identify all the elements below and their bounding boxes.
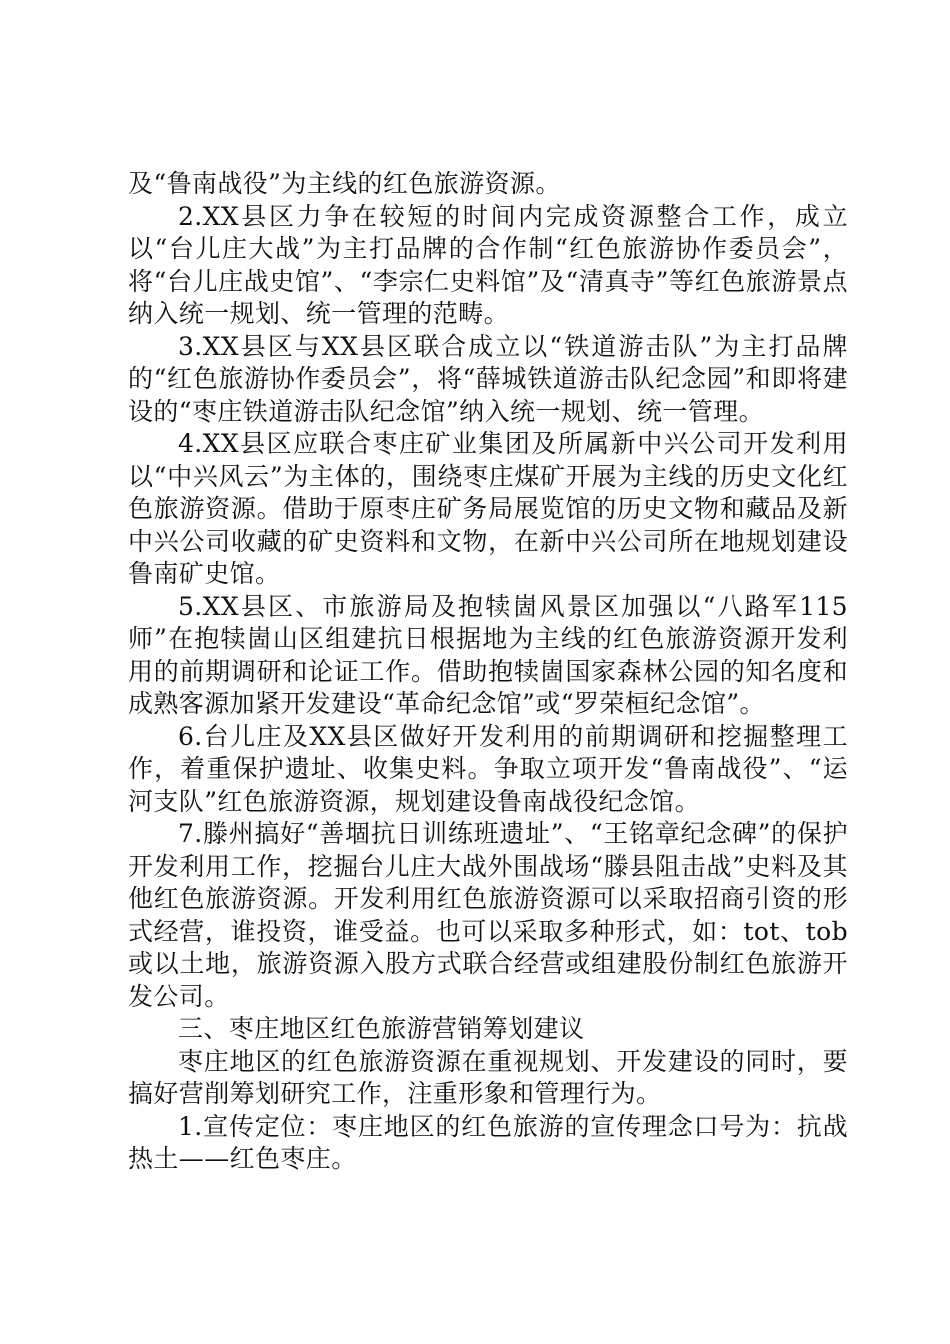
paragraph-8: 枣庄地区的红色旅游资源在重视规划、开发建设的同时，要搞好营削筹划研究工作，注重形象和管理行为。 <box>128 1046 848 1108</box>
document-body <box>128 168 848 1176</box>
paragraph-9: 1.宣传定位：枣庄地区的红色旅游的宣传理念口号为：抗战热土——红色枣庄。 <box>128 1111 848 1173</box>
paragraph-5: 5.XX县区、市旅游局及抱犊崮风景区加强以“八路军115师”在抱犊崮山区组建抗日根据地为主线的红色旅游资源开发利用的前期调研和论证工作。借助抱犊崮国家森林公园的知名度和成熟客源加紧开发建设“革命纪念馆”或“罗荣桓纪念馆”。 <box>128 591 848 718</box>
paragraph-1: 及“鲁南战役”为主线的红色旅游资源。 <box>128 169 561 198</box>
paragraph-4: 4.XX县区应联合枣庄矿业集团及所属新中兴公司开发利用以“中兴风云”为主体的，围绕枣庄煤矿开展为主线的历史文化红色旅游资源。借助于原枣庄矿务局展览馆的历史文物和藏品及新中兴公司收藏的矿史资料和文物，在新中兴公司所在地规划建设鲁南矿史馆。 <box>128 429 848 588</box>
paragraph-3: 3.XX县区与XX县区联合成立以“铁道游击队”为主打品牌的“红色旅游协作委员会”，将“薛城铁道游击队纪念园”和即将建设的“枣庄铁道游击队纪念馆”纳入统一规划、统一管理。 <box>128 331 848 426</box>
paragraph-7: 7.滕州搞好“善堌抗日训练班遗址”、“王铭章纪念碑”的保护开发利用工作，挖掘台儿庄大战外围战场“滕县阻击战”史料及其他红色旅游资源。开发利用红色旅游资源可以采取招商引资的形式经营，谁投资，谁受益。也可以采取多种形式，如：tot、tob或以土地，旅游资源入股方式联合经营或组建股份制红色旅游开发公司。 <box>128 819 848 1011</box>
paragraph-2: 2.XX县区力争在较短的时间内完成资源整合工作，成立以“台儿庄大战”为主打品牌的合作制“红色旅游协作委员会”，将“台儿庄战史馆”、“李宗仁史料馆”及“清真寺”等红色旅游景点纳入统一规划、统一管理的范畴。 <box>128 201 848 328</box>
paragraph-6: 6.台儿庄及XX县区做好开发利用的前期调研和挖掘整理工作，着重保护遗址、收集史料。争取立项开发“鲁南战役”、“运河支队”红色旅游资源，规划建设鲁南战役纪念馆。 <box>128 721 848 816</box>
section-heading: 三、枣庄地区红色旅游营销筹划建议 <box>178 1014 585 1043</box>
